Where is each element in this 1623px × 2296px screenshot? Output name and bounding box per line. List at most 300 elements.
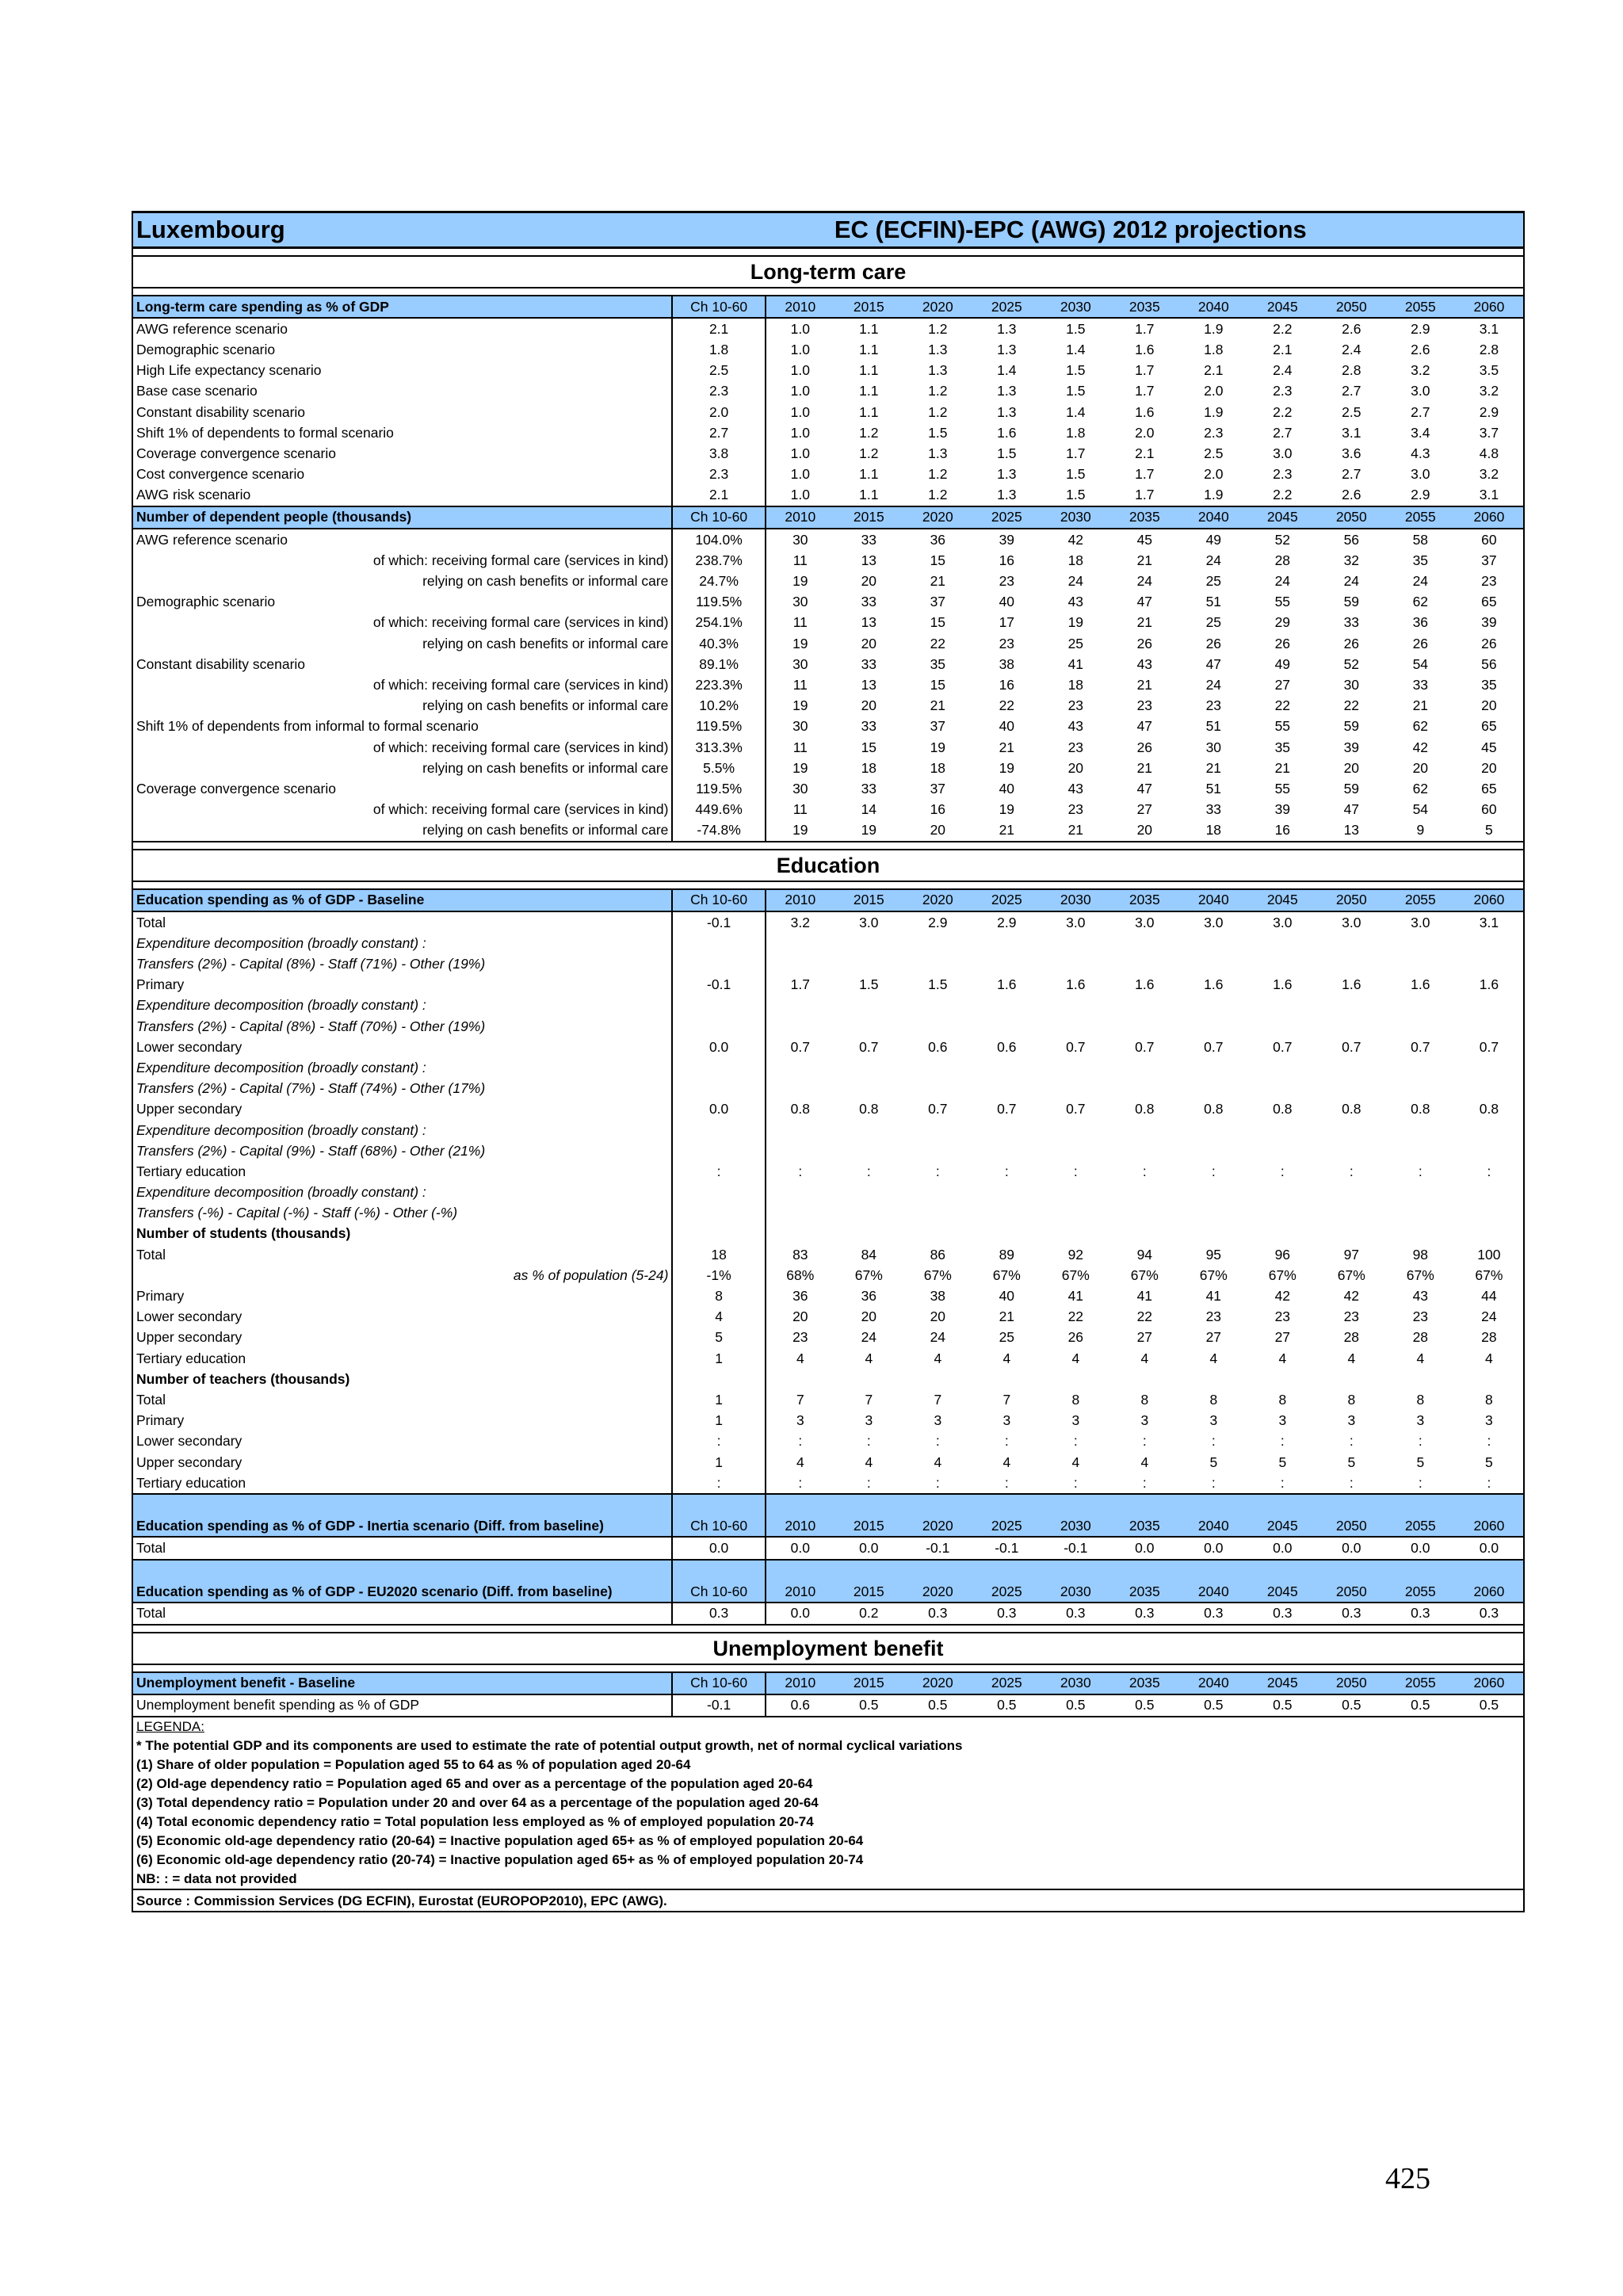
table-row bbox=[132, 464, 1524, 485]
year-value bbox=[1110, 1182, 1179, 1203]
year-value bbox=[1041, 1224, 1110, 1244]
year-value: 38 bbox=[930, 1288, 946, 1305]
table-row bbox=[132, 911, 1524, 933]
year-value: 1.9 bbox=[1204, 403, 1224, 420]
year-value bbox=[1041, 953, 1110, 974]
year-value: 28 bbox=[1455, 1328, 1524, 1348]
year-value: 3.0 bbox=[1135, 914, 1155, 930]
year-value: 0.7 bbox=[1066, 1101, 1086, 1117]
year-value: 3.5 bbox=[1455, 361, 1524, 381]
change-value: : bbox=[672, 1473, 765, 1494]
change-value: 10.2% bbox=[672, 696, 765, 716]
row-label: Total bbox=[132, 1537, 672, 1559]
year-value: -0.1 bbox=[1064, 1539, 1088, 1556]
year-value bbox=[766, 953, 834, 974]
year-value: 2.9 bbox=[1411, 320, 1430, 337]
year-value bbox=[903, 953, 972, 974]
table-row bbox=[132, 422, 1524, 443]
year-value bbox=[766, 1140, 834, 1161]
year-value: 35 bbox=[1412, 552, 1429, 568]
year-value: 0.0 bbox=[1455, 1537, 1524, 1559]
year-value: 84 bbox=[861, 1246, 877, 1263]
change-value: : bbox=[672, 1161, 765, 1182]
year-value: : bbox=[1004, 1433, 1009, 1450]
year-value: 7 bbox=[934, 1391, 942, 1408]
source-note: Source : Commission Services (DG ECFIN), Eurostat (EUROPOP2010), EPC (AWG). bbox=[132, 1889, 1524, 1912]
year-value bbox=[1455, 1203, 1524, 1224]
year-value: : bbox=[1280, 1433, 1285, 1450]
year-value: 0.6 bbox=[766, 1694, 834, 1717]
year-value bbox=[834, 1016, 903, 1037]
year-value: : bbox=[798, 1433, 803, 1450]
year-column-header: 2025 bbox=[972, 1494, 1041, 1537]
year-value: 1.7 bbox=[790, 976, 810, 993]
year-value: 0.5 bbox=[1248, 1694, 1317, 1717]
year-value bbox=[1248, 1057, 1317, 1078]
year-value: 1.0 bbox=[790, 362, 810, 379]
year-value: : bbox=[1073, 1433, 1078, 1450]
year-value bbox=[1317, 1016, 1386, 1037]
year-value: 1.2 bbox=[859, 445, 879, 461]
year-value: 3 bbox=[1278, 1412, 1287, 1429]
year-column-header: 2025 bbox=[972, 889, 1041, 911]
row-label: AWG reference scenario bbox=[132, 529, 672, 550]
year-column-header: 2010 bbox=[766, 296, 834, 318]
year-value: 43 bbox=[1412, 1288, 1429, 1305]
year-column-header: 2010 bbox=[766, 889, 834, 911]
year-value: 47 bbox=[1136, 718, 1153, 735]
year-value bbox=[1110, 1369, 1179, 1389]
year-value: 1.4 bbox=[1066, 403, 1086, 420]
row-label: Lower secondary bbox=[132, 1037, 672, 1057]
year-value: 0.5 bbox=[903, 1694, 972, 1717]
year-value: 7 bbox=[796, 1391, 804, 1408]
year-value: 2.7 bbox=[1273, 424, 1293, 441]
year-value: 2.1 bbox=[1273, 341, 1293, 357]
source-row bbox=[132, 1889, 1524, 1912]
change-value: 2.1 bbox=[672, 485, 765, 506]
year-value: 0.3 bbox=[1110, 1603, 1179, 1625]
year-column-header: 2045 bbox=[1248, 1560, 1317, 1603]
year-value bbox=[1317, 953, 1386, 974]
table-row bbox=[132, 1603, 1524, 1625]
year-value: 1.6 bbox=[997, 976, 1017, 993]
year-value bbox=[903, 1203, 972, 1224]
year-column-header: 2050 bbox=[1317, 889, 1386, 911]
year-value: 36 bbox=[792, 1288, 808, 1305]
year-column-header: 2020 bbox=[903, 506, 972, 529]
year-value bbox=[834, 953, 903, 974]
year-value: 47 bbox=[1205, 655, 1222, 672]
year-value: 3.1 bbox=[1342, 424, 1361, 441]
year-value bbox=[972, 1140, 1041, 1161]
year-value: 95 bbox=[1205, 1246, 1222, 1263]
year-value: 1.5 bbox=[859, 976, 879, 993]
year-value: 26 bbox=[1412, 635, 1429, 651]
year-value: 1.3 bbox=[928, 362, 948, 379]
legend-line: (1) Share of older population = Population aged 55 to 64 as % of population aged 20-64 bbox=[132, 1755, 1524, 1775]
year-value bbox=[903, 1120, 972, 1140]
table-row bbox=[132, 443, 1524, 464]
year-column-header: 2015 bbox=[834, 1494, 903, 1537]
year-value: 18 bbox=[1067, 676, 1084, 693]
year-value: 21 bbox=[999, 1308, 1015, 1325]
year-value: 33 bbox=[1343, 614, 1360, 631]
year-value bbox=[1248, 1182, 1317, 1203]
row-label: Coverage convergence scenario bbox=[132, 778, 672, 799]
table-row bbox=[132, 1473, 1524, 1494]
year-value: 2.2 bbox=[1273, 320, 1293, 337]
year-value: 40 bbox=[999, 594, 1015, 610]
year-value: 1.3 bbox=[997, 341, 1017, 357]
year-value: 30 bbox=[1343, 676, 1360, 693]
change-value: 4 bbox=[672, 1307, 765, 1328]
year-value: 4.8 bbox=[1455, 443, 1524, 464]
year-column-header: 2020 bbox=[903, 1672, 972, 1694]
change-value: 119.5% bbox=[672, 778, 765, 799]
change-value: 24.7% bbox=[672, 571, 765, 591]
year-value: 23 bbox=[1205, 1308, 1222, 1325]
year-value: 22 bbox=[930, 635, 946, 651]
change-column-header: Ch 10-60 bbox=[672, 889, 765, 911]
year-value: 21 bbox=[1136, 552, 1153, 568]
year-value: 15 bbox=[930, 614, 946, 631]
year-value: 4 bbox=[865, 1454, 873, 1470]
block-header-label: Education spending as % of GDP - EU2020 scenario (Diff. from baseline) bbox=[132, 1560, 672, 1603]
year-value: 3 bbox=[1071, 1412, 1080, 1429]
year-value: 96 bbox=[1274, 1246, 1291, 1263]
year-value: 22 bbox=[999, 697, 1015, 714]
block-header-label: Education spending as % of GDP - Baseline bbox=[132, 889, 672, 911]
year-value: 43 bbox=[1067, 594, 1084, 610]
year-value: 19 bbox=[792, 635, 808, 651]
year-value: 24 bbox=[861, 1329, 877, 1346]
year-value: 1.5 bbox=[1066, 466, 1086, 483]
year-column-header: 2030 bbox=[1041, 296, 1110, 318]
year-value: 3.6 bbox=[1342, 445, 1361, 461]
year-value: 1.2 bbox=[859, 424, 879, 441]
year-value: 7 bbox=[865, 1391, 873, 1408]
year-value: 0.3 bbox=[1386, 1603, 1455, 1625]
year-value: : bbox=[1455, 1431, 1524, 1452]
year-value: 45 bbox=[1455, 737, 1524, 758]
year-value bbox=[1248, 995, 1317, 1016]
row-label: Upper secondary bbox=[132, 1099, 672, 1120]
year-value: 47 bbox=[1136, 780, 1153, 797]
change-value: 104.0% bbox=[672, 529, 765, 550]
table-row bbox=[132, 1203, 1524, 1224]
year-column-header: 2020 bbox=[903, 1494, 972, 1537]
year-value: 0.8 bbox=[1455, 1099, 1524, 1120]
table-row bbox=[132, 1369, 1524, 1389]
change-value bbox=[672, 1203, 765, 1224]
year-value bbox=[1455, 1140, 1524, 1161]
year-value: 40 bbox=[999, 780, 1015, 797]
year-value: 25 bbox=[1205, 614, 1222, 631]
year-value: 11 bbox=[792, 801, 808, 818]
change-value: -0.1 bbox=[672, 1694, 765, 1717]
year-column-header: 2015 bbox=[834, 296, 903, 318]
year-value bbox=[903, 933, 972, 953]
table-row bbox=[132, 592, 1524, 613]
year-value bbox=[766, 933, 834, 953]
year-column-header: 2025 bbox=[972, 296, 1041, 318]
year-value: 1.6 bbox=[997, 424, 1017, 441]
year-value: 43 bbox=[1136, 655, 1153, 672]
year-value: 8 bbox=[1209, 1391, 1218, 1408]
year-value: 0.7 bbox=[1455, 1037, 1524, 1057]
table-row bbox=[132, 953, 1524, 974]
year-value: 4 bbox=[1140, 1454, 1149, 1470]
block-header-row bbox=[132, 506, 1524, 529]
row-label: of which: receiving formal care (services in kind) bbox=[132, 674, 672, 695]
row-label: Upper secondary bbox=[132, 1452, 672, 1473]
year-column-header: 2030 bbox=[1041, 1494, 1110, 1537]
change-value: 1 bbox=[672, 1411, 765, 1431]
year-value bbox=[766, 1203, 834, 1224]
year-value bbox=[766, 1182, 834, 1203]
year-value: 59 bbox=[1343, 594, 1360, 610]
year-column-header: 2060 bbox=[1455, 889, 1524, 911]
year-value: 1.6 bbox=[1135, 403, 1155, 420]
year-value bbox=[1248, 1120, 1317, 1140]
year-value: 19 bbox=[999, 801, 1015, 818]
year-value: 30 bbox=[792, 655, 808, 672]
year-value: 1.1 bbox=[859, 466, 879, 483]
year-value: 3.2 bbox=[1455, 464, 1524, 485]
year-value: 42 bbox=[1067, 531, 1084, 548]
table-row bbox=[132, 1411, 1524, 1431]
year-value: 20 bbox=[861, 697, 877, 714]
year-value: 3.7 bbox=[1455, 422, 1524, 443]
year-value: 36 bbox=[1412, 614, 1429, 631]
year-value: 18 bbox=[1179, 820, 1248, 842]
year-value: 18 bbox=[1067, 552, 1084, 568]
year-value: 2.0 bbox=[1204, 466, 1224, 483]
row-label: Cost convergence scenario bbox=[132, 464, 672, 485]
change-value: 5.5% bbox=[672, 758, 765, 778]
year-value: 0.3 bbox=[1041, 1603, 1110, 1625]
year-value: 1.1 bbox=[859, 320, 879, 337]
year-value: 20 bbox=[1343, 759, 1360, 776]
legend-line: (4) Total economic dependency ratio = Total population less employed as % of employed population 20-74 bbox=[132, 1813, 1524, 1832]
year-value: 1.0 bbox=[790, 466, 810, 483]
year-value: 16 bbox=[999, 676, 1015, 693]
year-value bbox=[1179, 1079, 1248, 1099]
year-column-header: 2015 bbox=[834, 1560, 903, 1603]
year-value: 28 bbox=[1412, 1329, 1429, 1346]
year-value: 21 bbox=[1205, 759, 1222, 776]
year-value: 4 bbox=[1455, 1348, 1524, 1369]
year-column-header: 2045 bbox=[1248, 889, 1317, 911]
change-value: 119.5% bbox=[672, 716, 765, 737]
year-value: 4 bbox=[1002, 1454, 1011, 1470]
year-value bbox=[1248, 1079, 1317, 1099]
year-value: 33 bbox=[861, 531, 877, 548]
year-column-header: 2060 bbox=[1455, 1560, 1524, 1603]
year-value: 2.3 bbox=[1273, 466, 1293, 483]
year-value bbox=[1386, 953, 1455, 974]
year-value: -0.1 bbox=[926, 1539, 950, 1556]
year-value: 3 bbox=[796, 1412, 804, 1429]
year-value: 59 bbox=[1343, 780, 1360, 797]
change-column-header: Ch 10-60 bbox=[672, 1560, 765, 1603]
year-column-header: 2040 bbox=[1179, 506, 1248, 529]
year-value: 24 bbox=[1136, 573, 1153, 590]
change-value: 313.3% bbox=[672, 737, 765, 758]
year-value: 21 bbox=[1136, 759, 1153, 776]
legend-title-row bbox=[132, 1717, 1524, 1736]
year-value: 56 bbox=[1343, 531, 1360, 548]
year-column-header: 2055 bbox=[1386, 1494, 1455, 1537]
year-value: 5 bbox=[1455, 820, 1524, 842]
change-column-header: Ch 10-60 bbox=[672, 1672, 765, 1694]
year-value: 2.2 bbox=[1273, 403, 1293, 420]
year-value: 5 bbox=[1209, 1454, 1218, 1470]
table-row bbox=[132, 1694, 1524, 1717]
change-value: 2.3 bbox=[672, 464, 765, 485]
year-value bbox=[972, 1182, 1041, 1203]
row-label: relying on cash benefits or informal care bbox=[132, 696, 672, 716]
table-row bbox=[132, 674, 1524, 695]
spacer-cell bbox=[132, 1664, 1524, 1672]
year-value: 1.0 bbox=[790, 320, 810, 337]
year-value: 22 bbox=[1274, 697, 1291, 714]
table-row bbox=[132, 758, 1524, 778]
table-row bbox=[132, 1537, 1524, 1559]
year-value: 33 bbox=[861, 780, 877, 797]
row-label: Expenditure decomposition (broadly constant) : bbox=[132, 1120, 672, 1140]
year-value: 1.7 bbox=[1135, 466, 1155, 483]
year-column-header: 2020 bbox=[903, 1560, 972, 1603]
year-column-header: 2055 bbox=[1386, 1672, 1455, 1694]
year-value: 1.8 bbox=[1066, 424, 1086, 441]
table-row bbox=[132, 1016, 1524, 1037]
year-column-header: 2030 bbox=[1041, 1560, 1110, 1603]
year-value bbox=[1317, 1079, 1386, 1099]
year-value: 4 bbox=[796, 1454, 804, 1470]
change-value bbox=[672, 1120, 765, 1140]
year-value: 1.1 bbox=[859, 403, 879, 420]
year-value bbox=[972, 1016, 1041, 1037]
year-value bbox=[1179, 1057, 1248, 1078]
table-row bbox=[132, 1389, 1524, 1410]
year-value: 37 bbox=[930, 780, 946, 797]
year-value: 19 bbox=[930, 739, 946, 755]
year-column-header: 2035 bbox=[1110, 889, 1179, 911]
year-value: 33 bbox=[861, 718, 877, 735]
year-value: 1.5 bbox=[1066, 320, 1086, 337]
change-value: 1 bbox=[672, 1348, 765, 1369]
table-row bbox=[132, 529, 1524, 550]
year-value: 24 bbox=[1412, 573, 1429, 590]
table-row bbox=[132, 1286, 1524, 1306]
year-value bbox=[766, 1369, 834, 1389]
change-column-header: Ch 10-60 bbox=[672, 296, 765, 318]
table-row bbox=[132, 633, 1524, 654]
year-value: 1.3 bbox=[928, 445, 948, 461]
year-value: 0.0 bbox=[766, 1603, 834, 1625]
year-column-header: 2035 bbox=[1110, 1672, 1179, 1694]
year-column-header: 2015 bbox=[834, 506, 903, 529]
year-value: : bbox=[866, 1163, 871, 1179]
legend-line-row bbox=[132, 1832, 1524, 1851]
row-label: Tertiary education bbox=[132, 1161, 672, 1182]
year-value: 39 bbox=[1274, 801, 1291, 818]
section-title: Unemployment benefit bbox=[132, 1633, 1524, 1664]
year-value: 19 bbox=[792, 759, 808, 776]
change-value: -1% bbox=[672, 1265, 765, 1286]
year-column-header: 2055 bbox=[1386, 889, 1455, 911]
year-value bbox=[1386, 933, 1455, 953]
section-title-row bbox=[132, 1633, 1524, 1664]
year-value: : bbox=[1418, 1163, 1423, 1179]
spacer-row bbox=[132, 881, 1524, 889]
year-value: 0.2 bbox=[834, 1603, 903, 1625]
year-column-header: 2060 bbox=[1455, 296, 1524, 318]
change-value: -0.1 bbox=[672, 911, 765, 933]
year-value bbox=[1041, 1203, 1110, 1224]
year-value: : bbox=[1004, 1474, 1009, 1491]
row-label: Tertiary education bbox=[132, 1473, 672, 1494]
row-label: Demographic scenario bbox=[132, 339, 672, 360]
title-row bbox=[132, 212, 1524, 248]
row-label: Expenditure decomposition (broadly constant) : bbox=[132, 995, 672, 1016]
year-value: 24 bbox=[930, 1329, 946, 1346]
year-value bbox=[1386, 1057, 1455, 1078]
year-value: 3.0 bbox=[1411, 383, 1430, 399]
year-value: 4 bbox=[1209, 1350, 1218, 1366]
year-value: 19 bbox=[999, 759, 1015, 776]
legend-title: LEGENDA: bbox=[132, 1717, 1524, 1736]
change-value: 0.0 bbox=[672, 1537, 765, 1559]
year-value bbox=[903, 995, 972, 1016]
year-value bbox=[1455, 1182, 1524, 1203]
table-row bbox=[132, 339, 1524, 360]
year-value: 4 bbox=[934, 1454, 942, 1470]
year-value: 0.7 bbox=[1066, 1038, 1086, 1055]
year-value: 0.8 bbox=[790, 1101, 810, 1117]
year-value: 16 bbox=[1248, 820, 1317, 842]
year-value bbox=[1179, 953, 1248, 974]
year-value: 40 bbox=[999, 1288, 1015, 1305]
year-value: : bbox=[935, 1433, 940, 1450]
year-value: 1.6 bbox=[1273, 976, 1293, 993]
year-value: 20 bbox=[903, 820, 972, 842]
table-row bbox=[132, 1182, 1524, 1203]
spacer-cell bbox=[132, 842, 1524, 850]
table-row bbox=[132, 1265, 1524, 1286]
year-value: 2.0 bbox=[1204, 383, 1224, 399]
year-value: 47 bbox=[1343, 801, 1360, 818]
year-value bbox=[1110, 1140, 1179, 1161]
change-value bbox=[672, 1057, 765, 1078]
year-value: 25 bbox=[999, 1329, 1015, 1346]
year-value bbox=[972, 933, 1041, 953]
year-value: 2.1 bbox=[1204, 362, 1224, 379]
row-label: Lower secondary bbox=[132, 1431, 672, 1452]
year-value: 3.1 bbox=[1455, 485, 1524, 506]
legend-line: (2) Old-age dependency ratio = Population aged 65 and over as a percentage of the population aged 20-64 bbox=[132, 1775, 1524, 1794]
year-value bbox=[1179, 1182, 1248, 1203]
year-value: 8 bbox=[1140, 1391, 1149, 1408]
year-value bbox=[1317, 1140, 1386, 1161]
year-value: : bbox=[1455, 1161, 1524, 1182]
year-value bbox=[1317, 1203, 1386, 1224]
year-value: 15 bbox=[930, 676, 946, 693]
row-label: of which: receiving formal care (services in kind) bbox=[132, 550, 672, 571]
spacer-row bbox=[132, 1625, 1524, 1633]
